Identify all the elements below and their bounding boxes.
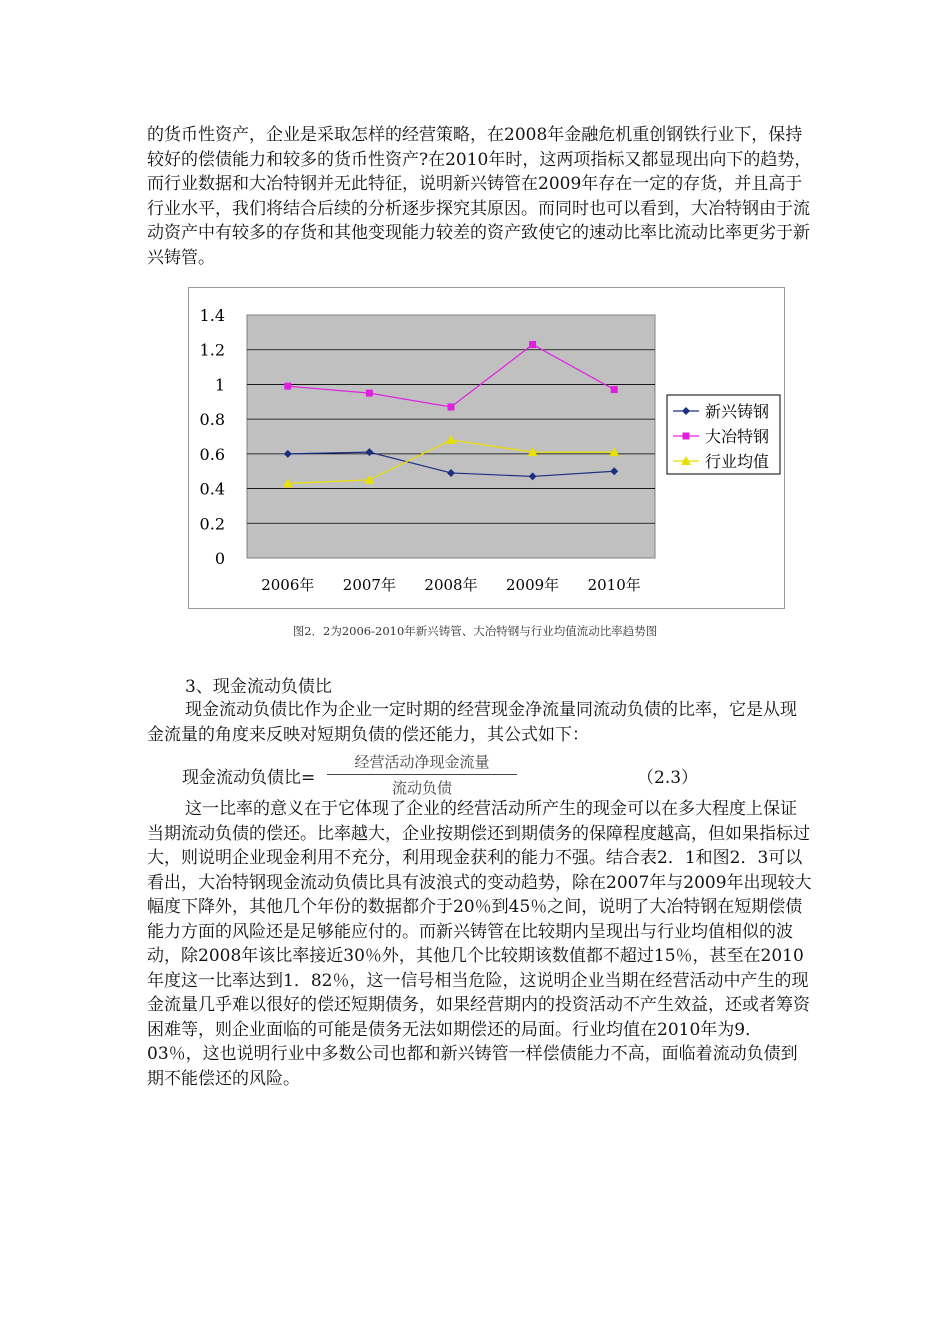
- y-tick-label: 0.8: [199, 410, 225, 430]
- legend-label: 行业均值: [705, 452, 770, 471]
- x-tick-label: 2010年: [587, 576, 641, 594]
- y-tick-label: 0.6: [199, 444, 225, 464]
- data-point: [448, 403, 455, 410]
- paragraph-2: 现金流动负债比作为企业一定时期的经营现金净流量同流动负债的比率，它是从现金流量的角度来反映对短期负债的偿还能力，其公式如下：: [147, 700, 797, 745]
- y-tick-label: 0.4: [199, 479, 225, 499]
- legend-label: 新兴铸钢: [705, 402, 770, 421]
- y-tick-label: 0: [214, 549, 225, 568]
- x-tick-label: 2006年: [261, 576, 315, 594]
- section-heading: 3、现金流动负债比: [185, 677, 332, 697]
- formula-denominator: 流动负债: [391, 779, 452, 797]
- data-point: [284, 383, 291, 390]
- x-tick-label: 2009年: [506, 576, 560, 594]
- formula: [182, 753, 742, 797]
- legend-marker: [683, 433, 690, 440]
- y-tick-label: 0.2: [199, 514, 225, 534]
- y-axis-ticks: [200, 306, 225, 568]
- y-tick-label: 1.4: [199, 306, 225, 325]
- data-point: [611, 386, 618, 393]
- formula-fraction: [327, 751, 517, 798]
- x-tick-label: 2007年: [342, 576, 396, 594]
- data-point: [529, 341, 536, 348]
- paragraph-1: 的货币性资产，企业是采取怎样的经营策略，在2008年金融危机重创钢铁行业下，保持较好的偿债能力和较多的货币性资产?在2010年时，这两项指标又都显现出向下的趋势，而行业数据和大冶特钢并无此特征，说明新兴铸管在2009年存在一定的存货，并且高于行业水平，我们将结合后续的分析逐步探究其原因。而同时也可以看到，大冶特钢由于流动资产中有较多的存货和其他变现能力较差的资产致使它的速动比率比流动比率更劣于新兴铸管。: [147, 125, 812, 268]
- y-tick-label: 1: [214, 375, 225, 395]
- line-chart: [189, 288, 784, 608]
- equation-number: （2.3）: [637, 768, 699, 788]
- x-tick-label: 2008年: [424, 576, 478, 594]
- chart-container: [188, 287, 785, 609]
- formula-label: 现金流动负债比=: [182, 768, 316, 788]
- y-tick-label: 1.2: [199, 340, 225, 360]
- data-point: [366, 390, 373, 397]
- legend-label: 大冶特钢: [705, 427, 770, 446]
- paragraph-3: 这一比率的意义在于它体现了企业的经营活动所产生的现金可以在多大程度上保证当期流动负债的偿还。比率越大，企业按期偿还到期债务的保障程度越高，但如果指标过大，则说明企业现金利用不充分，利用现金获利的能力不强。结合表2．1和图2．3可以看出，大冶特钢现金流动负债比具有波浪式的变动趋势，除在2007年与2009年出现较大幅度下降外，其他几个年份的数据都介于20％到45％之间，说明了大冶特钢在短期偿债能力方面的风险还是足够能应付的。而新兴铸管在比较期内呈现出与行业均值相似的波动，除2008年该比率接近30％外，其他几个比较期该数值都不超过15％，甚至在2010年度这一比率达到1．82％，这一信号相当危险，这说明企业当期在经营活动中产生的现金流量几乎难以很好的偿还短期债务，如果经营期内的投资活动不产生效益，还或者筹资困难等，则企业面临的可能是债务无法如期偿还的局面。行业均值在2010年为9．03％，这也说明行业中多数公司也都和新兴铸管一样偿债能力不高，面临着流动负债到期不能偿还的风险。: [147, 799, 812, 1089]
- figure-caption: 图2．2为2006-2010年新兴铸管、大冶特钢与行业均值流动比率趋势图: [292, 624, 658, 638]
- formula-numerator: 经营活动净现金流量: [327, 751, 517, 775]
- legend: [667, 395, 780, 474]
- x-axis-ticks: [261, 576, 641, 594]
